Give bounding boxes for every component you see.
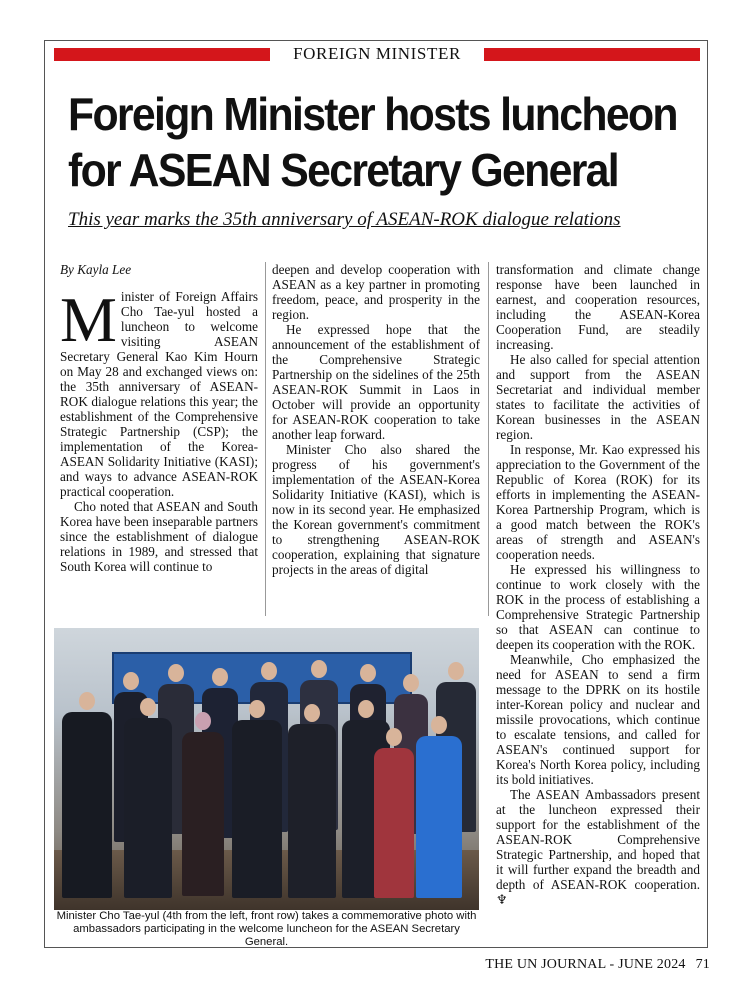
paragraph	[60, 284, 258, 499]
person	[374, 748, 414, 898]
column-divider	[488, 262, 489, 616]
article-column-2	[272, 262, 480, 577]
headline	[68, 86, 677, 198]
section-header	[54, 44, 700, 64]
headline-line-1: Foreign Minister hosts luncheon	[68, 88, 677, 140]
group-photo	[54, 628, 479, 910]
paragraph: He expressed hope that the announcement of the establishment of the Comprehensive Strategic Partnership on the sidelines of the 25th ASEAN-ROK Summit in Laos in October will provide an opportunity for ASEAN-ROK cooperation to take another leap forward.	[272, 322, 480, 442]
paragraph: He expressed his willingness to continue to work closely with the ROK in the process of establishing a Comprehensive Strategic Partnership so that ASEAN can continue to deepen its cooperation with the ROK.	[496, 562, 700, 652]
paragraph	[496, 787, 700, 907]
paragraph-text: inister of Foreign Affairs Cho Tae-yul hosted a luncheon to welcome visiting ASEAN Secretary General Kao Kim Hourn on May 28 and exchanged views on: the 35th anniversary of ASEAN-ROK dialogue relations this year; the establishment of the Comprehensive Strategic Partnership (CSP); the implementation of the Korea-ASEAN Solidarity Initiative (KASI); and ways to advance ASEAN-ROK practical cooperation.	[60, 289, 258, 499]
article-column-1	[60, 262, 258, 574]
person	[416, 736, 462, 898]
headline-line-2: for ASEAN Secretary General	[68, 144, 619, 196]
subheadline: This year marks the 35th anniversary of ASEAN-ROK dialogue relations	[68, 209, 621, 230]
page-footer	[485, 957, 710, 973]
paragraph: deepen and develop cooperation with ASEAN as a key partner in promoting freedom, peace, and prosperity in the region.	[272, 262, 480, 322]
publication-name: THE UN JOURNAL - JUNE 2024	[485, 957, 686, 972]
page-number: 71	[695, 957, 710, 972]
drop-cap: M	[60, 284, 117, 355]
paragraph: Cho noted that ASEAN and South Korea have been inseparable partners since the establishment of dialogue relations in 1989, and stressed that South Korea will continue to	[60, 499, 258, 574]
paragraph: Meanwhile, Cho emphasized the need for ASEAN to send a firm message to the DPRK on its hostile inter-Korean policy and nuclear and missile provocations, which continue to escalate tensions, and called for ASEAN's continued support for Korea's North Korea policy, including its bold initiatives.	[496, 652, 700, 787]
section-bar-right	[484, 48, 700, 61]
person	[124, 718, 172, 898]
section-title: FOREIGN MINISTER	[293, 44, 461, 63]
paragraph: He also called for special attention and support from the ASEAN Secretariat and individual member states to facilitate the activities of Korean businesses in the ASEAN region.	[496, 352, 700, 442]
paragraph-text: The ASEAN Ambassadors present at the luncheon expressed their support for the establishment of the ASEAN-ROK Comprehensive Strategic Partnership, and hoped that it will further expand the breadth and depth of ASEAN-ROK cooperation.	[496, 787, 700, 892]
section-bar-left	[54, 48, 270, 61]
column-divider	[265, 262, 266, 616]
person	[288, 724, 336, 898]
paragraph: transformation and climate change response have been launched in earnest, and cooperation resources, including the ASEAN-Korea Cooperation Fund, are steadily increasing.	[496, 262, 700, 352]
byline: By Kayla Lee	[60, 262, 132, 277]
paragraph: In response, Mr. Kao expressed his appreciation to the Government of the Republic of Korea (ROK) for its efforts in implementing the ASEAN-Korea Partnership Program, which is a good match between the ROK's areas of strength and ASEAN's cooperation needs.	[496, 442, 700, 562]
photo-caption: Minister Cho Tae-yul (4th from the left, front row) takes a commemorative photo with ambassadors participating in the welcome luncheon for the ASEAN Secretary General.	[56, 910, 477, 948]
person	[232, 720, 282, 898]
person	[182, 732, 224, 896]
article-column-3	[496, 262, 700, 907]
paragraph: Minister Cho also shared the progress of his government's implementation of the ASEAN-Korea Solidarity Initiative (KASI), which is now in its second year. He emphasized the Korean government's commitment to strengthening ASEAN-ROK cooperation, explaining that signature projects in the areas of digital	[272, 442, 480, 577]
end-mark-icon: ♆	[496, 892, 508, 907]
person	[62, 712, 112, 898]
